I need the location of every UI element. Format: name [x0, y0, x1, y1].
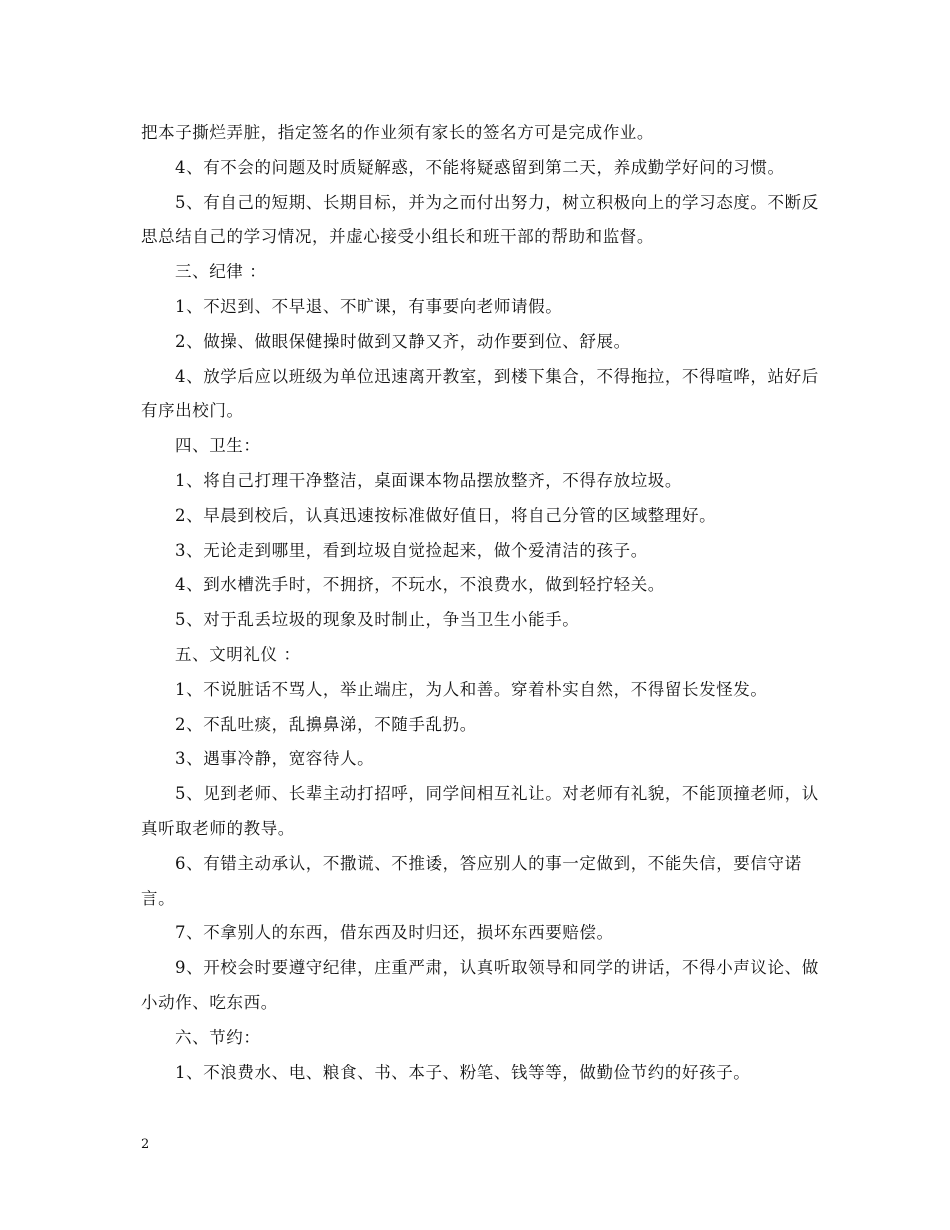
section-heading: 三、纪律 ： [175, 262, 267, 282]
paragraph: 1、不说脏话不骂人，举止端庄，为人和善。穿着朴实自然，不得留长发怪发。 [175, 679, 768, 699]
section-heading: 六、节约： [175, 1027, 261, 1047]
paragraph: 7、不拿别人的东西，借东西及时归还，损坏东西要赔偿。 [175, 923, 614, 943]
page-body [141, 116, 819, 1090]
section-heading: 四、卫生： [175, 436, 261, 456]
paragraph: 2、做操、做眼保健操时做到又静又齐，动作要到位、舒展。 [175, 331, 631, 351]
paragraph: 4、到水槽洗手时，不拥挤，不玩水，不浪费水，做到轻拧轻关。 [175, 575, 665, 595]
section-heading: 五、文明礼仪 ： [175, 644, 301, 664]
paragraph: 2、早晨到校后，认真迅速按标准做好值日，将自己分管的区域整理好。 [175, 505, 717, 525]
paragraph: 9、开校会时要遵守纪律，庄重严肃，认真听取领导和同学的讲话，不得小声议论、做小动作、吃东西。 [141, 958, 819, 1012]
paragraph: 5、对于乱丢垃圾的现象及时制止，争当卫生小能手。 [175, 610, 580, 630]
paragraph: 4、放学后应以班级为单位迅速离开教室，到楼下集合，不得拖拉，不得喧哗，站好后有序出校门。 [141, 366, 819, 421]
paragraph: 2、不乱吐痰，乱擤鼻涕，不随手乱扔。 [175, 714, 477, 734]
paragraph: 1、不迟到、不早退、不旷课，有事要向老师请假。 [175, 296, 563, 316]
paragraph: 3、无论走到哪里，看到垃圾自觉捡起来，做个爱清洁的孩子。 [175, 540, 648, 560]
paragraph: 6、有错主动承认，不撒谎、不推诿，答应别人的事一定做到，不能失信，要信守诺言。 [141, 853, 802, 908]
paragraph: 1、不浪费水、电、粮食、书、本子、粉笔、钱等等，做勤俭节约的好孩子。 [175, 1062, 751, 1082]
paragraph: 1、将自己打理干净整洁，桌面课本物品摆放整齐，不得存放垃圾。 [175, 470, 682, 490]
paragraph: 4、有不会的问题及时质疑解惑，不能将疑惑留到第二天，养成勤学好问的习惯。 [175, 157, 785, 177]
page-number: 2 [141, 1137, 150, 1152]
paragraph: 5、有自己的短期、长期目标，并为之而付出努力，树立积极向上的学习态度。不断反思总结自己的学习情况，并虚心接受小组长和班干部的帮助和监督。 [141, 192, 819, 247]
paragraph: 3、遇事冷静，宽容待人。 [175, 749, 375, 769]
paragraph: 5、见到老师、长辈主动打招呼，同学间相互礼让。对老师有礼貌，不能顶撞老师，认真听取老师的教导。 [141, 784, 819, 838]
paragraph: 把本子撕烂弄脏，指定签名的作业须有家长的签名方可是完成作业。 [141, 123, 654, 142]
